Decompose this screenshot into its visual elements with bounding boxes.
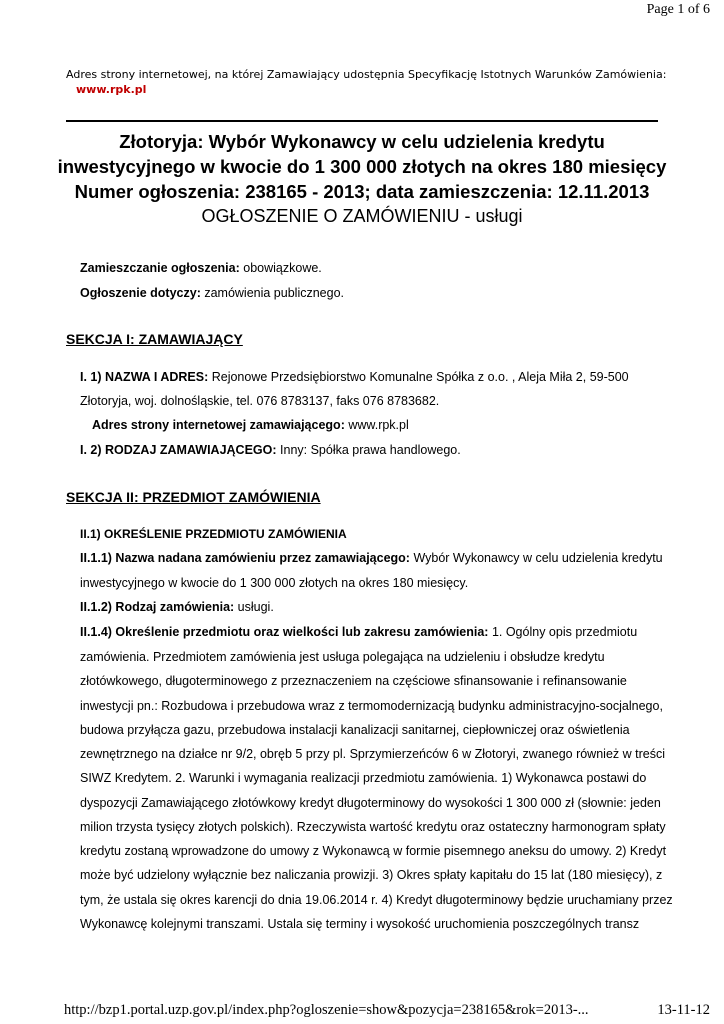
- type-row: [80, 443, 461, 457]
- notice-number-line: Numer ogłoszenia: 238165 - 2013; data zamieszczenia: 12.11.2013: [74, 181, 650, 202]
- concerns-row: [80, 286, 344, 300]
- footer-url: http://bzp1.portal.uzp.gov.pl/index.php?ogloszenie=show&pozycja=238165&rok=2013-...: [64, 1002, 589, 1018]
- order-kind-value: usługi.: [234, 600, 274, 614]
- name-address-label: I. 1) NAZWA I ADRES:: [80, 370, 209, 384]
- www-label: Adres strony internetowej zamawiającego:: [92, 418, 345, 432]
- section-2-heading: SEKCJA II: PRZEDMIOT ZAMÓWIENIA: [66, 489, 321, 505]
- concerns-label: Ogłoszenie dotyczy:: [80, 286, 201, 300]
- type-label: I. 2) RODZAJ ZAMAWIAJĄCEGO:: [80, 443, 277, 457]
- name-address-cont: Złotoryja, woj. dolnośląskie, tel. 076 8783137, faks 076 8783682.: [80, 394, 440, 408]
- description-line: dyspozycji Zamawiającego złotówkowy kredyt długoterminowy do wysokości 1 300 000 zł (słownie: jeden: [80, 796, 661, 810]
- notice-type-line: OGŁOSZENIE O ZAMÓWIENIU - usługi: [201, 206, 523, 226]
- description-line: inwestycji pn.: Rozbudowa i przebudowa wraz z termomodernizacją budynku administracyjno-socjalnego,: [80, 699, 663, 713]
- concerns-value: zamówienia publicznego.: [200, 286, 344, 300]
- description-line: zamówienia. Przedmiotem zamówienia jest usługa polegająca na udzieleniu i obsłudze kredytu: [80, 650, 605, 664]
- section-1-heading: SEKCJA I: ZAMAWIAJĄCY: [66, 331, 243, 347]
- header-divider: [66, 120, 658, 122]
- notice-title-line-1: Złotoryja: Wybór Wykonawcy w celu udzielenia kredytu: [119, 131, 605, 152]
- description-line: tym, że ustala się okres karencji do dnia 19.06.2014 r. 4) Kredyt długoterminowy będzie uruchamiany przez: [80, 893, 673, 907]
- placement-value: obowiązkowe.: [239, 261, 322, 275]
- order-kind-label: II.1.2) Rodzaj zamówienia:: [80, 600, 235, 614]
- description-row: [80, 625, 637, 639]
- description-line: złotówkowego, długoterminowego z przeznaczeniem na częściowe sfinansowanie i refinansowanie: [80, 674, 627, 688]
- description-first: 1. Ogólny opis przedmiotu: [488, 625, 638, 639]
- description-line: budowa przyłącza gazu, przebudowa instalacji kanalizacji sanitarnej, ciepłowniczej oraz oświetlenia: [80, 723, 630, 737]
- order-name-value: Wybór Wykonawcy w celu udzielenia kredytu: [409, 551, 663, 565]
- notice-title-line-2: inwestycyjnego w kwocie do 1 300 000 złotych na okres 180 miesięcy: [57, 156, 667, 177]
- description-line: Wykonawcę kolejnymi transzami. Ustala się terminy i wysokość uruchomienia poszczególnych transz: [80, 917, 640, 931]
- description-line: zewnętrznego na działce nr 9/2, obręb 5 przy pl. Sprzymierzeńców 6 w Złotoryi, zwanego również w treści: [80, 747, 665, 761]
- description-line: SIWZ Kredytem. 2. Warunki i wymagania realizacji przedmiotu zamówienia. 1) Wykonawca postawi do: [80, 771, 647, 785]
- www-row: [92, 418, 409, 432]
- description-line: kredytu zostaną wprowadzone do umowy z Wykonawcą w formie pisemnego aneksu do umowy. 2) Kredyt: [80, 844, 667, 858]
- placement-row: [80, 261, 322, 275]
- type-value: Inny: Spółka prawa handlowego.: [276, 443, 461, 457]
- www-value: www.rpk.pl: [344, 418, 409, 432]
- order-name-cont: inwestycyjnego w kwocie do 1 300 000 złotych na okres 180 miesięcy.: [80, 576, 469, 590]
- page-number: Page 1 of 6: [646, 2, 710, 17]
- site-address-note: Adres strony internetowej, na której Zamawiający udostępnia Specyfikację Istotnych Warunków Zamówienia:: [66, 68, 667, 81]
- placement-label: Zamieszczanie ogłoszenia:: [80, 261, 240, 275]
- name-address-row: [80, 370, 629, 384]
- subsection-heading: II.1) OKREŚLENIE PRZEDMIOTU ZAMÓWIENIA: [80, 527, 347, 541]
- order-kind-row: [80, 600, 274, 614]
- description-label: II.1.4) Określenie przedmiotu oraz wielkości lub zakresu zamówienia:: [80, 625, 489, 639]
- order-name-label: II.1.1) Nazwa nadana zamówieniu przez zamawiającego:: [80, 551, 410, 565]
- order-name-row: [80, 551, 663, 565]
- footer-date: 13-11-12: [657, 1002, 710, 1018]
- description-line: milion trzysta tysięcy złotych polskich). Rzeczywista wartość kredytu oraz ostateczny harmonogram spłaty: [80, 820, 666, 834]
- name-address-value: Rejonowe Przedsiębiorstwo Komunalne Spółka z o.o. , Aleja Miła 2, 59-500: [208, 370, 629, 384]
- description-line: może być udzielony wyłącznie bez naliczania prowizji. 3) Okres spłaty kapitału do 15 lat (180 miesięcy), z: [80, 868, 663, 882]
- site-link[interactable]: www.rpk.pl: [76, 83, 147, 96]
